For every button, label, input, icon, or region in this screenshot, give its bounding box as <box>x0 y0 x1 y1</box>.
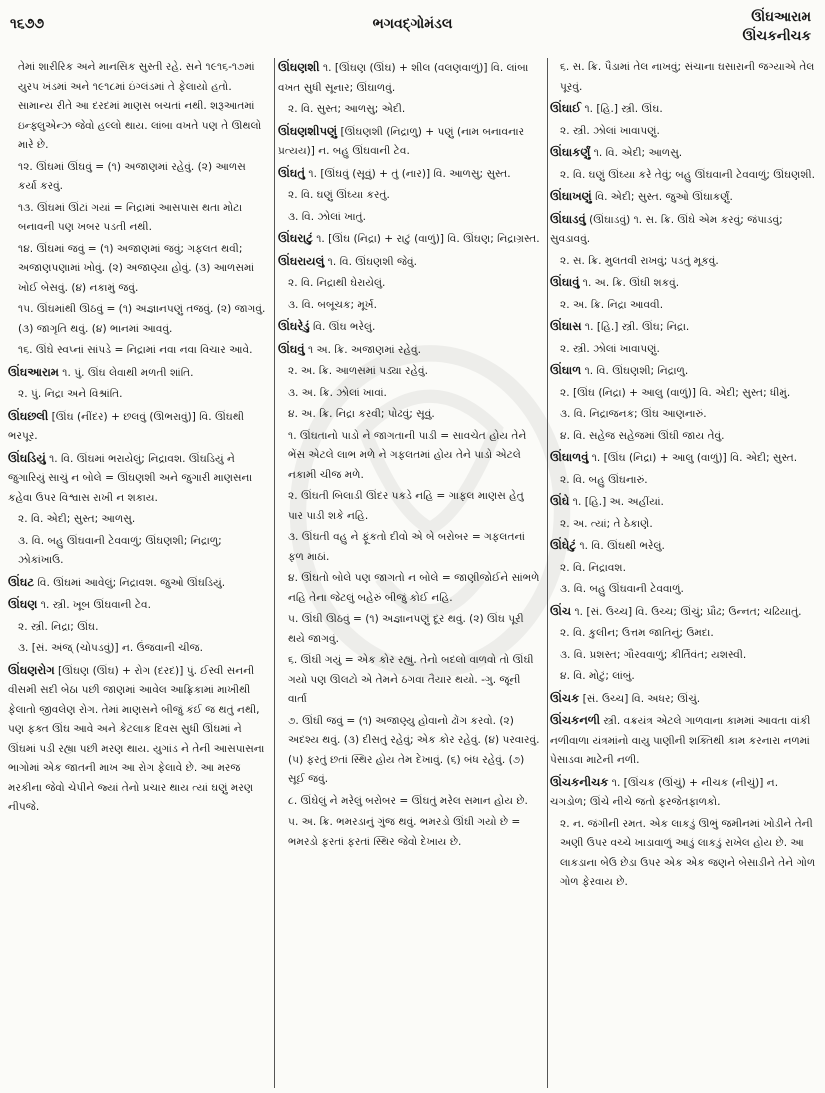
entry-text: ૧. [હિ.] સ્ત્રી. ઊંઘ. <box>581 103 663 115</box>
entry-sense <box>278 712 540 790</box>
entry-text: ૩. [સં. અંજ્ (ચોપડવું)] ન. ઉંજવાની ચીજ. <box>18 642 204 654</box>
entry-text: વિ. એદી; સુસ્ત. જુઓ ઊંઘાકર્ણું. <box>591 191 733 203</box>
entry-headword: ઊંઘાવું <box>550 275 580 289</box>
entry-sense <box>8 639 267 659</box>
entry-text: ૨. વિ. નિદ્રાવશ. <box>560 561 626 574</box>
dictionary-entry <box>550 492 816 513</box>
column-right <box>550 58 816 1088</box>
entry-headword: ઊંઘાઈ <box>550 101 582 115</box>
entry-text: ૩. વિ. બહુ ઊંઘવાની ટેવવાળું. <box>560 583 684 595</box>
entry-sense <box>278 792 540 812</box>
entry-text: ૧. ઊંઘતાનો પાડો ને જાગતાની પાડી = સાવચેત હોય તેને ભેંસ એટલે લાભ મળે ને ગફલતમાં હોય તેને પાડો એટલે નકામી ચીજ મળે. <box>288 429 527 481</box>
entry-text: ૧. સ્ત્રી. ખૂબ ઊંઘવાની ટેવ. <box>37 599 152 611</box>
entry-sense <box>550 471 816 491</box>
entry-sense <box>550 405 816 425</box>
entry-sense <box>550 427 816 447</box>
entry-text: ૩. અ. ક્રિ. ઝોલાં ખાવાં. <box>288 386 387 399</box>
entry-sense <box>278 427 540 486</box>
dictionary-entry <box>550 711 816 771</box>
entry-text: ૧. [ઊંચક (ઊંચું) + નીચક (નીચું)] ન. ચગડોળ; ઊંચે નીચે જતો ફરજેતફાળકો. <box>550 776 779 808</box>
entry-headword: ઊંચકનીચક <box>550 774 609 789</box>
entry-sense <box>8 618 267 638</box>
dictionary-entry <box>550 317 816 338</box>
dictionary-entry <box>278 252 540 273</box>
dictionary-entry <box>8 595 267 616</box>
entry-text: ૧. પું. ઊંઘ લેવાથી મળતી શાંતિ. <box>58 366 194 379</box>
entry-sense <box>278 208 540 228</box>
entry-text: ૩. વિ. ઝોલાં ખાતું. <box>288 210 366 223</box>
entry-sense <box>278 362 540 382</box>
entry-text: ૨. વિ. એદી; સુસ્ત; આળસુ. <box>18 513 136 525</box>
entry-sense <box>8 532 267 571</box>
entry-text: ૩. વિ. બબૂચક; મૂર્ખ. <box>288 298 377 311</box>
entry-headword: ઊંઘાળ <box>550 363 582 377</box>
entry-text: [સં. ઉચ્ચ] વિ. અધર; ઊંચું. <box>579 692 701 705</box>
entry-text: ૧. વિ. એદી; આળસુ. <box>590 147 683 159</box>
entry-text: ૧. વિ. ઊંઘમાં ભરાયેલું; નિદ્રાવશ. ઊંઘડિયું ને જુગારિયું સાચું ન બોલે = ઊંઘણશી અને જુગારી માણસના કહેવા ઉપર વિશ્વાસ રાખી ન શકાય. <box>8 452 253 504</box>
entry-sense <box>550 58 816 97</box>
entry-text: ૨. પું. નિદ્રા અને વિશ્રાંતિ. <box>18 388 123 400</box>
entry-sense <box>278 528 540 567</box>
entry-text: વિ. ઊંઘમાં આવેલું; નિદ્રાવશ. જુઓ ઊંઘડિયું. <box>34 576 226 589</box>
dictionary-entry <box>278 340 540 361</box>
entry-sense <box>8 341 267 361</box>
entry-headword: ઊંઘરાટું <box>278 231 313 245</box>
dictionary-entry <box>8 449 267 509</box>
entry-text: ૫. અ. ક્રિ. ભમરડાનું ગુંજ થવું. ભમરડો ઊંઘી ગયો છે = ભમરડો ફરતાં ફરતાં સ્થિર જેવો દેખાય છે. <box>288 816 521 848</box>
entry-sense <box>278 186 540 206</box>
entry-sense <box>550 384 816 404</box>
entry-headword: ઊંઘણશી <box>278 60 320 74</box>
entry-text: ૮. ઊંઘેલું ને મરેલું બરોબર = ઊંઘતું મરેલ સમાન હોય છે. <box>288 794 528 807</box>
entry-headword: ઊંચક <box>550 690 580 705</box>
entry-sense <box>550 646 816 666</box>
entry-sense <box>550 296 816 316</box>
entry-text: ૪. અ. ક્રિ. નિદ્રા કરવી; પોઢવું; સૂવું. <box>288 408 435 420</box>
entry-headword: ઊંઘડિયું <box>8 450 46 465</box>
entry-text: ૧. [હિ.] સ્ત્રી. ઊંઘ; નિદ્રા. <box>581 321 690 333</box>
entry-headword: ઊંઘાસ <box>550 319 582 333</box>
entry-text: ૨. વિ. ઘણું ઊંઘ્યા કરે તેવું; બહુ ઊંઘવાની ટેવવાળું; ઊંઘણશી. <box>560 168 815 181</box>
dictionary-entry <box>550 210 816 250</box>
entry-headword: ઊંઘણ <box>8 597 38 611</box>
entry-headword: ઊંઘાખણું <box>550 189 592 203</box>
entry-sense <box>278 610 540 649</box>
entry-text: ૪. ઊંઘતો બોલે પણ જાગતો ન બોલે = જાણીજોઈને સાંભળે નહિ તેના જેટલું બહેરું બીજું કોઈ નહિ. <box>288 572 540 604</box>
entry-text: ૧. [ઊંઘવું (સૂવું) + તું (નાર)] વિ. આળસુ; સુસ્ત. <box>305 167 511 180</box>
entry-sense <box>8 300 267 339</box>
entry-text: ૨. સ્ત્રી. ઝોલાં ખાવાપણું. <box>560 342 660 355</box>
entry-headword: ઊંઘણરોગ <box>8 662 55 677</box>
entry-text: ૨. વિ. નિદ્રાથી ઘેરાયેલું. <box>288 277 386 289</box>
entry-headword: ઊંઘણશીપણું <box>278 123 338 138</box>
entry-sense <box>550 580 816 600</box>
entry-text: ૨. ન. જંગીની રમત. એક લાકડું ઊભું જમીનમાં ખોડીને તેની અણી ઉપર વચ્ચે ખાડાવાળું આડું લાકડું રાખેલ હોય છે. આ લાકડાના બેઉ છેડા ઉપર એક એક જણને બેસાડીને તેને ગોળ ગોળ ફેરવાય છે. <box>560 817 816 888</box>
entry-sense <box>278 487 540 526</box>
dictionary-entry <box>8 363 267 384</box>
entry-sense <box>550 340 816 360</box>
entry-sense <box>550 515 816 535</box>
entry-headword: ઊંઘે <box>550 494 570 508</box>
entry-text: ૫. ઊંઘી ઊઠવું = (૧) અજ્ઞાનપણું દૂર થવું. (૨) ઊંઘ પૂરી થયે જાગવું. <box>288 613 524 645</box>
dictionary-entry <box>8 407 267 447</box>
entry-text: ૬. સ. ક્રિ. પૈડામાં તેલ નાખવું; સંચાના ઘસારાની જગ્યાએ તેલ પૂરવું. <box>560 61 815 93</box>
entry-sense <box>278 651 540 710</box>
guide-word-first: ઊંઘઆરામ <box>751 9 811 25</box>
entry-sense <box>278 296 540 316</box>
entry-sense <box>8 510 267 530</box>
entry-text: ૧. [હિ.] અ. અહીંયાં. <box>569 496 664 508</box>
entry-text: ૨. અ. ક્રિ. નિદ્રા આવવી. <box>560 298 664 311</box>
dictionary-entry <box>550 602 816 623</box>
entry-text: ૧ અ. ક્રિ. અજાણમાં રહેવું. <box>304 343 421 356</box>
entry-text: ૩. વિ. બહુ ઊંઘવાની ટેવવાળું; ઊંઘણશી; નિદ્રાળુ; ઝોકાંખાઉ. <box>18 534 222 566</box>
entry-text: ૨. અ. ક્રિ. આળસમાં પડ્યા રહેવું. <box>288 365 428 377</box>
entry-text: ૧૪. ઊંઘમાં જવું = (૧) અજાણમાં જવું; ગફલત થવી; અજાણપણામાં ખોવું. (૨) અજાણ્યા હોવું. (૩) આળસમાં ખોઈ બેસવું. (૪) નકામું જવું. <box>18 242 255 294</box>
entry-text: ૩. વિ. પ્રશસ્ત; ગૌરવવાળું; કીર્તિવંત; યશસ્વી. <box>560 648 747 661</box>
dictionary-entry <box>278 58 540 98</box>
entry-sense <box>278 569 540 608</box>
entry-text: ૪. વિ. મોટું; લાંબું. <box>560 670 635 682</box>
entry-headword: ઊંઘરાયલું <box>278 253 325 268</box>
entry-text: [ઊંઘ (નીંદર) + છલવું (ઊભરાવું)] વિ. ઊંઘથી ભરપૂર. <box>8 410 245 442</box>
dictionary-entry <box>550 536 816 557</box>
entry-headword: ઊંચકનળી <box>550 713 601 727</box>
dictionary-entry <box>550 448 816 469</box>
dictionary-entry <box>550 187 816 208</box>
page-number: ૧૬૭૭ <box>10 16 45 32</box>
entry-text: તેમાં શારીરિક અને માનસિક સુસ્તી રહે. સને ૧૯૧૬-૧૭માં યુરપ ખંડમાં અને ૧૯૧૮માં ઇંગ્લંડમાં તે ફેલાયો હતો. સામાન્ય રીતે આ દરદમાં માણસ બચતાં નથી. શરૂઆતમાં ઇન્ફ્લુએન્ઝ જેવો હલ્લો થાય. લાંબા વખતે પણ તે ઊથલો મારે છે. <box>18 61 262 151</box>
entry-sense <box>278 274 540 294</box>
dictionary-entry <box>8 661 267 818</box>
entry-text: ૨. સ્ત્રી. ઝોલાં ખાવાપણું. <box>560 124 660 137</box>
entry-text: ૪. વિ. સહેજ સહેજમાં ઊંઘી જાય તેવું. <box>560 429 725 442</box>
entry-sense <box>550 815 816 893</box>
entry-sense <box>550 559 816 579</box>
entry-sense <box>278 813 540 852</box>
entry-text: ૨. સ. ક્રિ. મુલતવી રાખવું; પડતું મૂકવું. <box>560 254 719 267</box>
entry-text: ૧. [ઊંઘણ (ઊંઘ) + શીલ (વલણવાળું)] વિ. લાંબા વખત સુધી સૂનાર; ઊંઘાળવું. <box>278 62 529 94</box>
entry-headword: ઊંઘાકર્ણું <box>550 145 591 159</box>
entry-text: ૭. ઊંઘી જવું = (૧) અજાણ્યુ હોવાનો ઢોંગ કરવો. (૨) અદશ્ય થવું. (૩) દીસતું રહેવું; એક કોર રહેવું. (૪) પરવારવું. (૫) ફરતું છતાં સ્થિર હોય તેમ દેખાવું. (૬) બંધ રહેવું. (૭) સૂઈ જવું. <box>288 714 540 785</box>
entry-sense <box>550 166 816 186</box>
entry-text: ૨. વિ. ઘણું ઊંઘ્યા કરતું. <box>288 189 390 201</box>
entry-sense <box>550 667 816 687</box>
entry-sense <box>550 624 816 644</box>
entry-text: ૨. [ઊંઘ (નિદ્રા) + આલુ (વાળું)] વિ. એદી; સુસ્ત; ધીમું. <box>560 386 791 399</box>
entry-text: ૨. ઊંઘતી બિલાડી ઊંદર પકડે નહિ = ગાફલ માણસ હેતુ પાર પાડી શકે નહિ. <box>288 490 524 522</box>
entry-text: ૧. વિ. ઊંઘણશી; નિદ્રાળુ. <box>581 365 689 377</box>
entry-sense <box>278 384 540 404</box>
entry-headword: ઊંઘાળવું <box>550 450 589 464</box>
book-title: ભગવદ્ગોમંડલ <box>372 16 453 32</box>
entry-text: ૧૬. ઊંઘે સ્વપ્નાં સાંપડે = નિદ્રામાં નવા નવા વિચાર આવે. <box>18 344 253 356</box>
entry-sense <box>8 240 267 299</box>
entry-sense <box>8 199 267 238</box>
entry-sense <box>8 158 267 197</box>
entry-text: ૧. વિ. ઊંઘથી ભરેલું. <box>576 540 665 552</box>
entry-headword: ઊંઘતું <box>278 165 306 180</box>
guide-words <box>742 8 811 46</box>
entry-headword: ઊંઘઆરામ <box>8 364 59 379</box>
entry-sense <box>8 385 267 405</box>
dictionary-entry <box>550 99 816 120</box>
entry-headword: ઊંઘેટું <box>550 538 577 552</box>
entry-text: ૬. ઊંઘી ગયું = એક કોર રહ્યું. તેનો બદલો વાળવો તો ઊંઘી ગયો પણ ઊલટો એ તેમને ઠગવા તૈયાર થયો. -ગુ. જૂની વાર્તા <box>288 654 534 705</box>
entry-text: ૧૨. ઊંઘમાં ઊંઘવું = (૧) અજાણમાં રહેવું. (૨) આળસ કર્યા કરવું. <box>18 160 246 192</box>
entry-text: ૨. વિ. બહુ ઊંઘનારું. <box>560 473 648 486</box>
entry-headword: ઊંઘાડવું <box>550 211 586 226</box>
entry-text: ૧. અ. ક્રિ. ઊંઘી શકવું. <box>579 277 680 289</box>
dictionary-entry <box>550 273 816 294</box>
entry-text: ૨. અ. ત્યાં; તે ઠેકાણે. <box>560 517 653 530</box>
entry-text: ૧૩. ઊંઘમાં ઊંટાં ગયાં = નિદ્રામાં આસપાસ થતા મોટા બનાવની પણ ખબર પડતી નથી. <box>18 201 243 233</box>
entry-text: ૧. [ઊંઘ (નિદ્રા) + આલુ (વાળું)] વિ. એદી; સુસ્ત. <box>588 452 798 464</box>
entry-headword: ઊંઘવું <box>278 341 305 356</box>
entry-text: ૩. વિ. નિદ્રાજનક; ઊંઘ આણનારું. <box>560 408 707 420</box>
entry-sense <box>550 252 816 272</box>
entry-text: ૧. વિ. ઊંઘણશી જેવું. <box>324 255 417 268</box>
entry-text: સ્ત્રી. વક્રયંત્ર એટલે ગાળવાના કામમાં આવતા વાંકી નળીવાળા યંત્રમાંનો વાયુ પાણીની શક્તિથી કામ કરનારા નળમાં પેસાડવા માટેની નળી. <box>550 715 811 766</box>
dictionary-entry <box>550 143 816 164</box>
entry-text: ૨. વિ. કુલીન; ઉત્તમ જાતિનું; ઉમદા. <box>560 627 714 639</box>
dictionary-entry <box>550 361 816 382</box>
dictionary-entry <box>278 164 540 185</box>
dictionary-entry <box>278 229 540 250</box>
entry-sense <box>8 58 267 156</box>
entry-text: ૧. [સં. ઉચ્ચ] વિ. ઉચ્ચ; ઊંચું; પ્રૌઢ; ઉન્નત; ચઢિયાતું. <box>571 605 802 618</box>
entry-text: ૧૫. ઊંઘમાંથી ઊઠવું = (૧) અજ્ઞાનપણું તજવું. (૨) જાગવું. (૩) જાગૃતિ થવું. (૪) ભાનમાં આવવું. <box>18 303 266 335</box>
entry-text: ૨. સ્ત્રી. નિદ્રા; ઊંઘ. <box>18 620 99 633</box>
entry-headword: ઊંચ <box>550 603 572 618</box>
entry-sense <box>278 100 540 120</box>
column-middle <box>278 58 548 1088</box>
entry-sense <box>278 405 540 425</box>
entry-headword: ઊંઘરેડું <box>278 319 310 333</box>
entry-text: ૧. [ઊંઘ (નિદ્રા) + રાટું (વાળું)] વિ. ઊંઘણ; નિદ્રાગ્રસ્ત. <box>312 233 540 245</box>
dictionary-entry <box>278 317 540 338</box>
dictionary-entry <box>8 573 267 594</box>
entry-text: (ઊંઘાડવું) ૧. સ. ક્રિ. ઊંઘે એમ કરવું; જંપાડવું; સુવડાવવું. <box>550 213 783 245</box>
entry-text: [ઊંઘણશી (નિદ્રાળુ) + પણું (નામ બનાવનાર પ્રત્યય)] ન. બહુ ઊંઘવાની ટેવ. <box>278 125 525 157</box>
entry-headword: ઊંઘટ <box>8 574 35 589</box>
dictionary-entry <box>278 122 540 162</box>
entry-sense <box>550 122 816 142</box>
guide-word-last: ઊંચકનીચક <box>742 28 811 44</box>
entry-text: ૩. ઊંઘતી વહુ ને ફૂંકતો દીવો એ બે બરોબર = ગફલતનાં ફળ માઠાં. <box>288 531 525 563</box>
entry-text: વિ. ઊંઘ ભરેલું. <box>309 321 376 333</box>
entry-text: [ઊંઘણ (ઊંઘ) + રોગ (દરદ)] પું. ઈસ્વી સનની વીસમી સદી બેઠા પછી જાણમાં આવેલ આફ્રિકામાં માખીથી ફેલાતો જીવલેણ રોગ. તેમાં માણસને બીજું કંઈ જ થતું નથી, પણ ફક્ત ઊંઘ આવે અને કેટલાક દિવસ સુધી ઊંઘમાં ને ઊંઘમાં પડી રહ્યા પછી મરણ થાય. યુગાંડ ને તેની આસપાસના ભાગોમાં એક જાતની માખ આ રોગ ફેલાવે છે. આ મરજ મરકીના જેવો ચેપીને જ્યાં તેનો પ્રચાર થાય ત્યાં ઘણું મરણ નીપજે. <box>8 664 265 813</box>
column-left <box>8 58 275 1088</box>
entry-headword: ઊંઘછલી <box>8 408 49 423</box>
dictionary-entry <box>550 773 816 813</box>
dictionary-entry <box>550 689 816 710</box>
entry-text: ૨. વિ. સુસ્ત; આળસુ; એદી. <box>288 103 406 115</box>
